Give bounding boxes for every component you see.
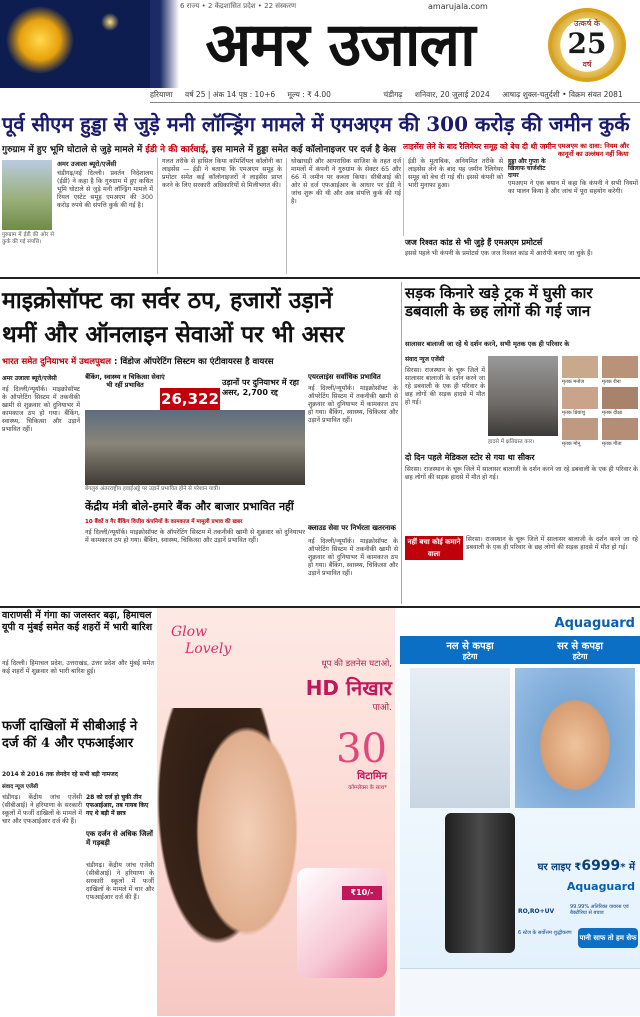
offer-price-text	[520, 858, 635, 878]
samvat-label: आषाढ़ शुक्ल-चतुर्दशी • विक्रम संवत 2081	[502, 90, 623, 99]
lead-body-col2	[157, 158, 282, 274]
victim-photo	[602, 387, 638, 409]
stat-number: 26,322	[161, 390, 219, 408]
minister-subnote: 10 बैंकों व गैर बैंकिंग वित्तीय कंपनियों के कामकाज में मामूली प्रभाव की खबर	[85, 519, 243, 525]
newspaper-logo: अमर उजाला	[205, 10, 475, 80]
ad-vitamin-number: 30	[336, 726, 387, 772]
dateline	[150, 90, 640, 103]
price-label: मूल्य : ₹ 4.00	[287, 90, 331, 99]
aquaguard-ad[interactable]	[400, 608, 640, 1016]
brand-lovely: Lovely	[185, 641, 232, 657]
cbi-box-body: चंडीगढ़। केंद्रीय जांच एजेंसी (सीबीआई) ने हरियाणा के सरकारी स्कूलों में फर्जी दाखिलों के मामले में चार और एफआईआर दर्ज की हैं।	[86, 862, 154, 901]
air-head: एयरलाइंस सर्वाधिक प्रभावित	[308, 373, 381, 381]
victim-grid	[562, 356, 638, 448]
victim-name: मृतक मनोज	[562, 379, 585, 385]
airport-photo-caption: बेंगलुरु अंतरराष्ट्रीय हवाईअड्डे पर उड़ानें प्रभावित होने से परेशान यात्री।	[85, 486, 221, 492]
right-red-head: लाइसेंस लेने के बाद रैलिगेयर समूह को बेच दी थी जमीन	[403, 142, 557, 151]
ad-vitamin-text: विटामिन	[357, 771, 387, 782]
badge-bottom-text: वर्ष	[582, 60, 592, 69]
lead-subheadline	[2, 142, 397, 156]
accident-subheadline: सालासर बालाजी जा रहे थे दर्शन करने, सभी मृतक एक ही परिवार के	[405, 340, 570, 348]
price-suffix: * में	[620, 862, 635, 873]
lead-sub-part1: गुरुग्राम में हुए भूमि घोटाले से जुड़े मामले में	[2, 145, 146, 155]
minister-subheadline: केंद्रीय मंत्री बोले-हमारे बैंक और बाजार प्रभावित नहीं	[85, 500, 294, 513]
city-label: चंडीगढ़	[383, 90, 403, 99]
side-red-label: एमअएम का दावा: नियम और कानूनों का उल्लंघन नहीं किया	[558, 142, 629, 158]
tagline-1: नल से कपड़ा	[446, 641, 494, 652]
lead-byline: अमर उजाला ब्यूरो/एजेंसी	[57, 160, 117, 168]
varanasi-body: नई दिल्ली। हिमाचल प्रदेश, उत्तराखंड, उत्तर प्रदेश और मुंबई समेत कई शहरों में शुक्रवार को भारी बारिश हुई।	[2, 660, 154, 675]
price-prefix: घर लाइए ₹	[537, 862, 582, 873]
price-value: 6999	[581, 858, 621, 874]
gold-star-graphic	[0, 0, 150, 88]
side-head: हुड्डा और गुप्ता के खिलाफ चार्जशीट दायर	[508, 158, 546, 179]
date-label: शनिवार, 20 जुलाई 2024	[414, 90, 490, 99]
ad-line1: धूप की डलनेस घटाओ,	[321, 659, 392, 669]
accident-body-2: सिरसा। राजस्थान के चूरू जिले में सालासर बालाजी के दर्शन करने जा रहे डबवाली के एक ही परिवार के छह लोगों की सड़क हादसे में मौत हो गई।	[405, 466, 638, 481]
microsoft-byline: अमर उजाला ब्यूरो/एजेंसी	[2, 375, 57, 382]
aquaguard-logo-bottom: Aquaguard	[566, 880, 635, 893]
badge-top-text: उत्कर्ष के	[574, 19, 600, 28]
dealer-strip	[400, 968, 640, 1016]
victim-name: मृतक गीता	[602, 441, 622, 447]
child-photo	[515, 668, 635, 808]
section-divider-1	[0, 277, 640, 279]
tagline-4: हटेगा	[572, 652, 588, 661]
cbi-body: चंडीगढ़। केंद्रीय जांच एजेंसी (सीबीआई) ने हरियाणा के सरकारी स्कूलों में फर्जी दाखिलों के मामले में चार और एफआईआर दर्ज की हैं।	[2, 794, 82, 825]
accident-body-3: सिरसा। राजस्थान के चूरू जिले में सालासर बालाजी के दर्शन करने जा रहे डबवाली के एक ही परिवार के छह लोगों की सड़क हादसे में मौत हो गई।	[466, 536, 638, 551]
glow-lovely-ad[interactable]	[157, 608, 395, 1016]
cbi-byline: संवाद न्यूज एजेंसी	[2, 784, 39, 790]
microsoft-kicker	[2, 356, 398, 370]
tap-hand-graphic	[410, 668, 510, 808]
cbi-headline[interactable]: फर्जी दाखिलों में सीबीआई ने दर्ज कीं 4 और एफआईआर	[2, 719, 138, 751]
cloud-head: क्लाउड सेवा पर निर्भरता खतरनाक	[308, 524, 396, 532]
microsoft-kicker-black: : विंडोज ऑपरेटिंग सिस्टम का एंटीवायरस है वायरस	[111, 357, 274, 367]
cbi-box-1: 28 को दर्ज हो चुकी तीन एफआईआर, तब गायब किए गए थे बड़ी में छात्र	[86, 794, 149, 817]
brand-glow: Glow	[171, 624, 208, 640]
stages-feature: 6 स्टेज के सर्वोत्तम शुद्धीकरण	[518, 930, 572, 936]
ad-line3: पाओ.	[372, 703, 392, 713]
microsoft-body: नई दिल्ली/न्यूयॉर्क। माइक्रोसॉफ्ट के ऑपरेटिंग सिस्टम में तकनीकी खामी से शुक्रवार को दुनियाभर में कामकाज ठप हो गया। बैंकिंग, स्वास्थ्य, चिकित्सा और उड़ानें प्रभावित रहीं।	[2, 386, 80, 433]
accident-column-rule	[401, 282, 402, 604]
right-body: ईडी के मुताबिक, अनियमित तरीके से लाइसेंस लेने के बाद यह जमीन रैलिगेयर समूह को बेच दी गई थी। इससे कंपनी को भारी मुनाफा हुआ।	[403, 158, 503, 236]
victim-name: मृतक प्रियांशु	[562, 410, 586, 416]
land-photo	[2, 160, 52, 230]
anniversary-badge	[548, 8, 626, 82]
crashed-car-photo	[488, 356, 558, 436]
cbi-box-2: एक दर्जन से अधिक जिलों में गड़बड़ी	[86, 830, 153, 847]
victim-name: मृतक दीक्षा	[602, 410, 623, 416]
aquaguard-logo-top: Aquaguard	[554, 616, 635, 631]
model-face	[157, 708, 307, 1016]
victim-photo	[562, 356, 598, 378]
tagline-2: हटेगा	[462, 652, 478, 661]
bottom-slogan: पानी साफ तो हम सेफ	[578, 928, 638, 948]
air-body: नई दिल्ली/न्यूयॉर्क। माइक्रोसॉफ्ट के ऑपरेटिंग सिस्टम में तकनीकी खामी से शुक्रवार को दुनियाभर में कामकाज ठप हो गया। बैंकिंग, स्वास्थ्य, चिकित्सा और उड़ानें प्रभावित रहीं।	[308, 385, 398, 424]
victim-photo	[602, 356, 638, 378]
lead-headline[interactable]: पूर्व सीएम हुड्डा से जुड़े मनी लॉन्ड्रिंग मामले में एमअएम की 300 करोड़ की जमीन कुर्क	[2, 112, 630, 136]
tagline-3: सर से कपड़ा	[557, 641, 603, 652]
region-label: हरियाणा	[150, 90, 173, 99]
cream-tube	[297, 868, 387, 978]
victim-photo	[602, 418, 638, 440]
accident-byline: संवाद न्यूज एजेंसी	[405, 356, 445, 363]
ad-price-tag: ₹10/-	[342, 886, 382, 900]
lead-body-col2-text: गलत तरीके से हासिल किया कॉमर्शियल कॉलोनी का लाइसेंस — ईडी ने बताया कि एमअएम समूह के प्रमोटर समेत कई कॉलोनाइजरों ने लाइसेंस प्राप्त करने के लिए सरकारी अधिकारियों से मिलीभगत की।	[162, 158, 282, 189]
box-head: जज रिश्वत कांड से भी जुड़े हैं एमअएम प्रमोटर्स	[405, 238, 543, 247]
accident-body: सिरसा। राजस्थान के चूरू जिले में सालासर बालाजी के दर्शन करने जा रहे डबवाली के एक ही परिवार के छह लोगों की सड़क हादसे में मौत हो गई।	[405, 367, 485, 406]
lead-sub-red: ईडी ने की कार्रवाई,	[145, 145, 209, 155]
cbi-subheadline: 2014 से 2016 तक लेनदेन रहे सभी बड़ी नामजद	[2, 771, 118, 778]
ad-vitamin-sub: कॉम्प्लेक्स के साथ*	[348, 785, 387, 791]
top-tagline: 6 राज्य • 2 केंद्रशासित प्रदेश • 22 संस्करण	[180, 2, 297, 10]
victim-photo	[562, 387, 598, 409]
airport-crowd-photo	[85, 410, 305, 485]
microsoft-headline-line1[interactable]: माइक्रोसॉफ्ट का सर्वर ठप, हजारों उड़ानें	[2, 287, 333, 314]
lead-body-col3	[286, 158, 401, 274]
box-body: इससे पहले भी कंपनी के प्रमोटर्स एक जज रिश्वत कांड में आरोपी बनाए जा चुके हैं।	[405, 250, 593, 257]
side-body: एमअएम ने एक बयान में कहा कि कंपनी ने सभी नियमों का पालन किया है और जांच में पूरा सहयोग करेगी।	[508, 180, 638, 195]
victim-name: मृतक मोनू	[562, 441, 581, 447]
purifier-product	[445, 813, 515, 953]
cloud-body: नई दिल्ली/न्यूयॉर्क। माइक्रोसॉफ्ट के ऑपरेटिंग सिस्टम में तकनीकी खामी से शुक्रवार को दुनियाभर में कामकाज ठप हो गया। बैंकिंग, स्वास्थ्य, चिकित्सा और उड़ानें प्रभावित रहीं।	[308, 538, 398, 577]
ro-feature: RO,RO+UV	[518, 908, 555, 915]
lead-body-col3-text: धोखाधड़ी और आपराधिक साजिश के तहत दर्ज मामलों में कंपनी ने गुरुग्राम के सेक्टर 65 और 66 में जमीन पर कब्जा किया।	[291, 158, 401, 181]
victim-name: मृतक रीना	[602, 379, 621, 385]
crashed-car-caption: हादसे में क्षतिग्रस्त कार।	[488, 439, 535, 445]
badge-number: 25	[567, 27, 607, 60]
varanasi-headline[interactable]: वाराणसी में गंगा का जलस्तर बढ़ा, हिमाचल यूपी व मुंबई समेत कई शहरों में भारी बारिश	[2, 610, 153, 633]
lead-sub-part2: इस मामले में हुड्डा समेत कई कॉलोनाइजर पर दर्ज है केस	[208, 145, 396, 155]
accident-headline[interactable]: सड़क किनारे खड़े ट्रक में घुसी कार डबवाली के छह लोगों की गई जान	[405, 284, 593, 320]
stat-label: बैंकिंग, स्वास्थ्य व चिकित्सा सेवाएं भी रहीं प्रभावित	[85, 373, 165, 389]
victim-photo	[562, 418, 598, 440]
ad-line2: HD निखार	[305, 676, 392, 700]
land-photo-caption: गुरुग्राम में ईडी की ओर से कुर्क की गई संपत्ति।	[2, 232, 54, 245]
shield-feature: 99.99% अतिरिक्त वायरस एवं बैक्टीरिया से बचाव	[570, 904, 629, 916]
minister-body: नई दिल्ली/न्यूयॉर्क। माइक्रोसॉफ्ट के ऑपरेटिंग सिस्टम में तकनीकी खामी से शुक्रवार को दुनियाभर में कामकाज ठप हो गया। बैंकिंग, स्वास्थ्य, चिकित्सा और उड़ानें प्रभावित रहीं।	[85, 529, 305, 544]
microsoft-kicker-red: भारत समेत दुनियाभर में उथलपुथल	[2, 357, 111, 367]
flights-text: उड़ानों पर दुनियाभर में रहा असर, 2,700 रद्द	[222, 378, 299, 397]
ad-brand-logo	[171, 624, 241, 664]
accident-subhead-2: दो दिन पहले मेडिकल स्टोर से गया था सीकर	[405, 453, 535, 462]
accident-red-note: नहीं बचा कोई कमाने वाला	[405, 536, 463, 560]
website-link[interactable]: amarujala.com	[428, 2, 488, 11]
microsoft-headline-line2[interactable]: थमीं और ऑनलाइन सेवाओं पर भी असर	[2, 321, 345, 348]
lead-body-col3-more: सीबीआई की ओर से दर्ज एफआईआर के आधार पर ईडी ने जांच शुरू की थी और अब संपत्ति कुर्क की गई है।	[291, 174, 401, 205]
lead-body-col1: चंडीगढ़/नई दिल्ली। प्रवर्तन निदेशालय (ईडी) ने कहा है कि गुरुग्राम में हुए कथित भूमि घोटाले से जुड़े मनी लॉन्ड्रिंग मामले में रियल एस्टेट समूह एमअएम की 300 करोड़ रुपये की संपत्ति कुर्क की गई है।	[57, 170, 153, 209]
volume-label: वर्ष 25 | अंक 14 पृष्ठ : 10+6	[185, 90, 276, 99]
